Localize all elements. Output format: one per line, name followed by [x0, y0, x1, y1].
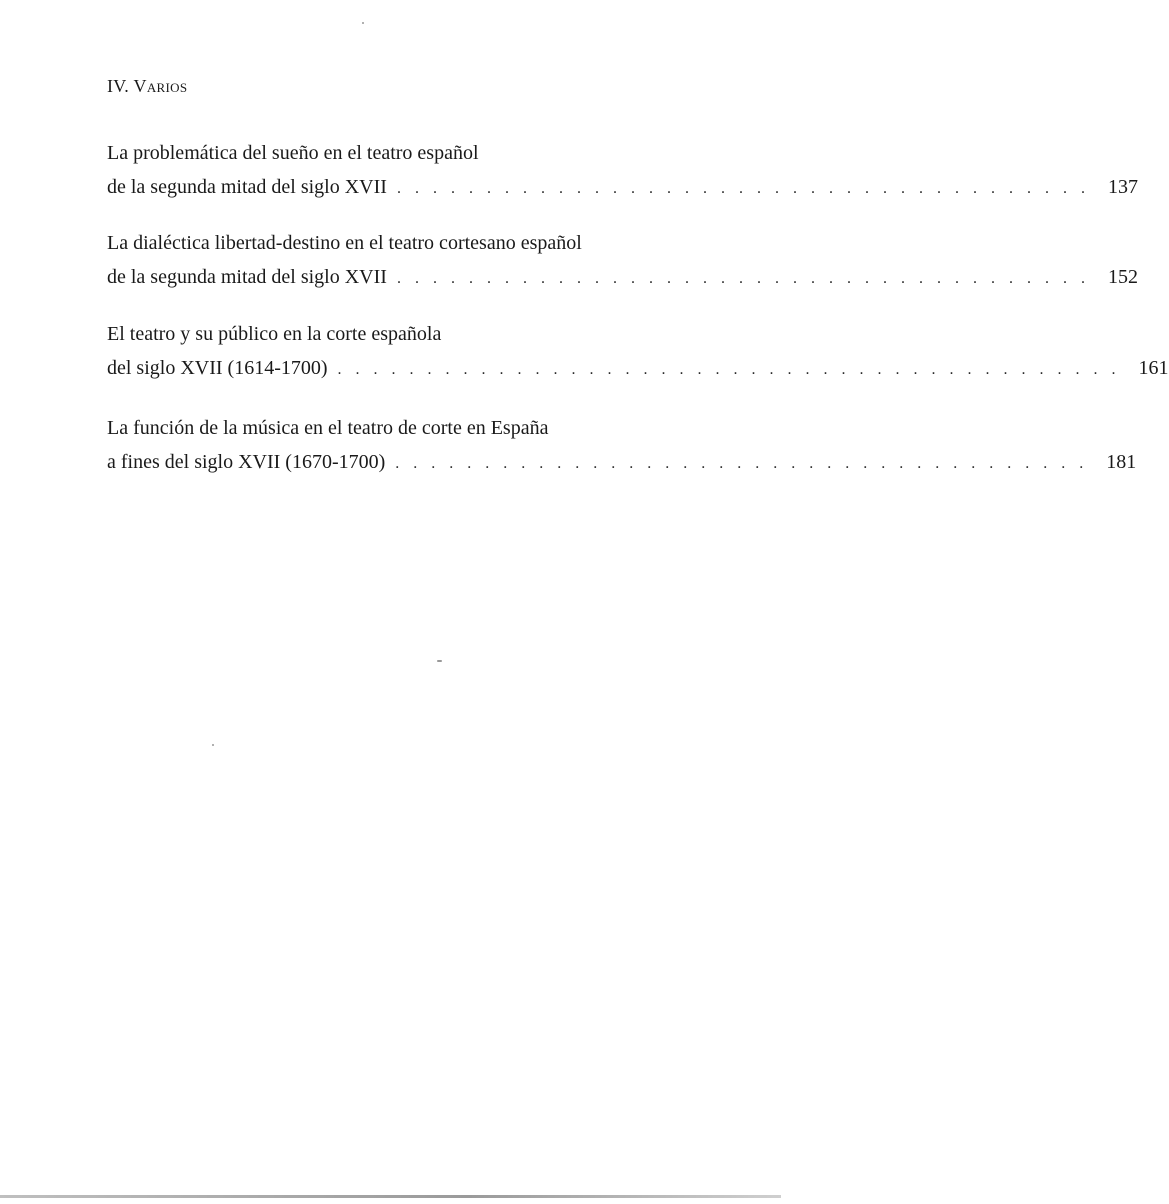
page-number: 181 — [1106, 451, 1137, 473]
entry-title-line-2: del siglo XVII (1614-1700) — [107, 357, 328, 379]
dot-leader: . . . . . . . . . . . . . . . . . . . . . . . . . . . . . . . . . . . . . . . . . . . . — [337, 361, 1121, 378]
entry-title-line-2-row — [107, 260, 1138, 296]
entry-title-line-1: La problemática del sueño en el teatro español — [107, 142, 479, 164]
entry-title-line-2: a fines del siglo XVII (1670-1700) — [107, 451, 386, 473]
entry-title-line-2: de la segunda mitad del siglo XVII — [107, 266, 387, 288]
entry-title-line-1: El teatro y su público en la corte española — [107, 323, 442, 345]
entry-title-line-1: La función de la música en el teatro de corte en España — [107, 417, 549, 439]
toc-entry — [107, 226, 1138, 296]
page-number: 161 — [1138, 357, 1169, 379]
dot-leader: . . . . . . . . . . . . . . . . . . . . . . . . . . . . . . . . . . . . . . . — [396, 180, 1090, 197]
dot-leader: . . . . . . . . . . . . . . . . . . . . . . . . . . . . . . . . . . . . . . . — [396, 270, 1090, 287]
scan-speck — [212, 744, 214, 746]
scan-speck — [362, 22, 364, 24]
page-number: 152 — [1107, 266, 1138, 288]
toc-entry — [107, 411, 1137, 481]
entry-title-line-2-row — [107, 170, 1138, 206]
entry-title-line-2: de la segunda mitad del siglo XVII — [107, 176, 387, 198]
toc-entry — [107, 317, 1169, 387]
entry-title-line-2-row — [107, 445, 1137, 481]
toc-entry — [107, 136, 1138, 206]
scan-speck — [437, 660, 442, 662]
page-bottom-edge — [0, 1195, 781, 1198]
dot-leader: . . . . . . . . . . . . . . . . . . . . . . . . . . . . . . . . . . . . . . . — [395, 455, 1089, 472]
page-number: 137 — [1107, 176, 1138, 198]
section-heading: IV. Varios — [107, 76, 188, 96]
entry-title-line-2-row — [107, 351, 1169, 387]
entry-title-line-1: La dialéctica libertad-destino en el teatro cortesano español — [107, 232, 582, 254]
